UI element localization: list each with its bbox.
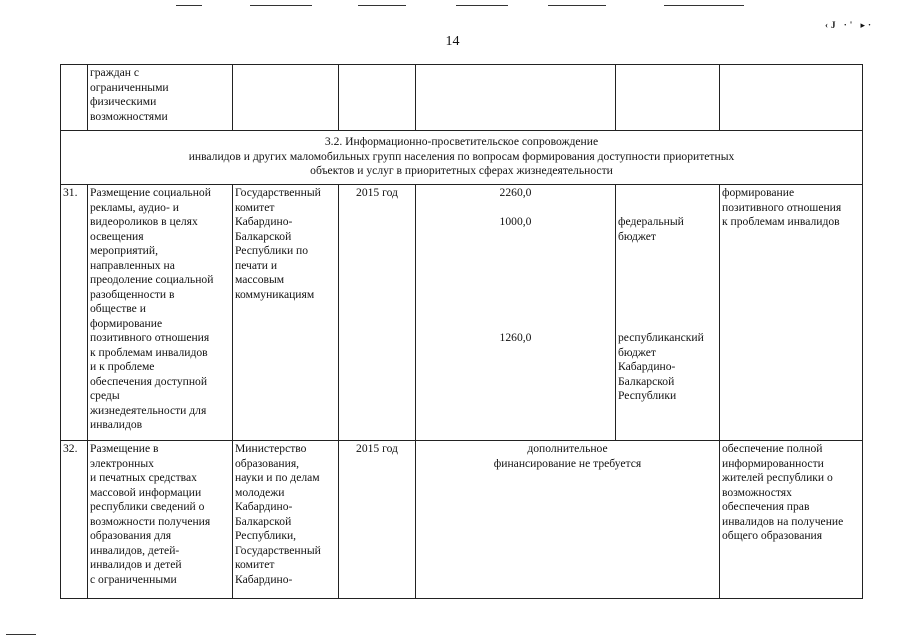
description-line: жизнедеятельности для xyxy=(90,403,207,417)
top-rule-1 xyxy=(176,5,202,6)
description-line: Размещение в xyxy=(90,442,159,455)
description-line: граждан с xyxy=(90,66,140,79)
program-table xyxy=(60,64,863,599)
section-heading-line: 3.2. Информационно-просветительское сопровождение xyxy=(324,135,599,148)
result-line: формирование xyxy=(722,186,795,199)
description-line: преодоление социальной xyxy=(90,273,214,286)
table-row-continuation xyxy=(61,65,863,131)
result-cell xyxy=(720,185,863,441)
executor-line: Республики, xyxy=(235,529,297,542)
description-line: освещения xyxy=(90,229,144,243)
description-cell xyxy=(88,185,233,441)
section-heading-row xyxy=(61,131,863,185)
description-line: позитивного отношения xyxy=(90,331,210,344)
executor-line: Кабардино- xyxy=(235,572,293,586)
result-cell xyxy=(720,65,863,131)
description-line: электронных xyxy=(90,456,154,470)
executor-line: Министерство xyxy=(235,442,307,455)
description-line: физическими xyxy=(90,95,157,108)
top-rule-6 xyxy=(664,5,744,6)
result-line: обеспечения прав xyxy=(722,500,810,513)
executor-line: Республики по xyxy=(235,244,309,257)
top-rule-2 xyxy=(250,5,312,6)
description-line: инвалидов, детей- xyxy=(90,543,180,557)
source-line: Республики xyxy=(618,389,677,402)
executor-line: печати и xyxy=(235,258,278,272)
description-line: направленных на xyxy=(90,258,175,272)
table-row-31 xyxy=(61,185,863,441)
description-line: и печатных средствах xyxy=(90,471,197,484)
amount-cell xyxy=(416,65,616,131)
funding-line: дополнительное xyxy=(527,442,608,455)
description-line: к проблемам инвалидов xyxy=(90,345,208,359)
description-line: инвалидов и детей xyxy=(90,558,182,571)
description-line: республики сведений о xyxy=(90,500,205,513)
result-cell xyxy=(720,441,863,599)
result-line: общего образования xyxy=(722,529,823,542)
description-line: среды xyxy=(90,389,120,402)
description-line: Размещение социальной xyxy=(90,186,211,199)
funding-cell xyxy=(416,441,720,599)
description-line: массовой информации xyxy=(90,485,202,499)
description-line: формирование xyxy=(90,316,163,330)
row-number-cell xyxy=(61,65,88,131)
executor-line: науки и по делам xyxy=(235,471,320,484)
description-line: видеороликов в целях xyxy=(90,215,198,228)
executor-line: Балкарской xyxy=(235,229,292,243)
executor-line: комитет xyxy=(235,558,275,571)
result-line: жителей республики о xyxy=(722,471,833,484)
amount-total: 2260,0 xyxy=(499,186,532,199)
amount-republic: 1260,0 xyxy=(499,331,532,344)
executor-line: комитет xyxy=(235,200,275,214)
result-line: инвалидов на получение xyxy=(722,514,844,528)
funding-line: финансирование не требуется xyxy=(493,456,642,470)
result-line: возможностях xyxy=(722,485,792,499)
amount-block xyxy=(416,185,615,346)
top-rule-5 xyxy=(548,5,606,6)
executor-cell xyxy=(233,65,339,131)
source-line: республиканский xyxy=(618,331,704,344)
executor-line: Балкарской xyxy=(235,514,292,528)
source-cell xyxy=(616,65,720,131)
term-cell: 2015 год xyxy=(339,441,416,599)
description-line: разобщенности в xyxy=(90,287,175,301)
description-line: образования для xyxy=(90,529,172,542)
corner-mark: ‹J ·' ▸· xyxy=(825,20,875,30)
source-cell xyxy=(616,185,720,441)
result-line: к проблемам инвалидов xyxy=(722,215,840,228)
executor-line: Государственный xyxy=(235,186,321,199)
executor-line: коммуникациям xyxy=(235,287,315,301)
top-rule-4 xyxy=(456,5,508,6)
result-line: позитивного отношения xyxy=(722,200,842,214)
term-cell: 2015 год xyxy=(339,185,416,441)
description-cell xyxy=(88,441,233,599)
section-heading-line: инвалидов и других маломобильных групп населения по вопросам формирования доступности приоритетных xyxy=(188,149,735,163)
description-line: обществе и xyxy=(90,302,146,315)
executor-line: Государственный xyxy=(235,543,321,557)
description-line: инвалидов xyxy=(90,418,143,431)
bottom-rule xyxy=(6,634,36,635)
term-cell xyxy=(339,65,416,131)
amount-cell xyxy=(416,185,616,441)
executor-line: Кабардино- xyxy=(235,500,293,513)
executor-cell xyxy=(233,185,339,441)
description-line: с ограниченными xyxy=(90,572,177,586)
source-line: Балкарской xyxy=(618,374,675,388)
executor-line: Кабардино- xyxy=(235,215,293,228)
source-line: бюджет xyxy=(618,229,656,243)
description-line: рекламы, аудио- и xyxy=(90,200,179,214)
row-number-cell: 31. xyxy=(61,185,88,441)
table-row-32 xyxy=(61,441,863,599)
executor-line: молодежи xyxy=(235,485,285,499)
executor-line: массовым xyxy=(235,273,285,286)
source-line: федеральный xyxy=(618,215,684,228)
page-number: 14 xyxy=(445,34,460,49)
description-line: и к проблеме xyxy=(90,360,155,373)
section-heading-line: объектов и услуг в приоритетных сферах жизнедеятельности xyxy=(310,164,613,177)
description-line: ограниченными xyxy=(90,80,169,94)
source-line: бюджет xyxy=(618,345,656,359)
row-number-cell: 32. xyxy=(61,441,88,599)
description-cell xyxy=(88,65,233,131)
executor-line: образования, xyxy=(235,456,300,470)
description-line: возможностями xyxy=(90,109,168,123)
executor-cell xyxy=(233,441,339,599)
description-line: мероприятий, xyxy=(90,244,158,257)
source-spacer xyxy=(618,186,717,215)
top-rule-3 xyxy=(358,5,406,6)
result-line: информированности xyxy=(722,456,824,470)
result-line: обеспечение полной xyxy=(722,442,823,455)
description-line: обеспечения доступной xyxy=(90,374,208,388)
section-heading xyxy=(61,131,863,185)
description-line: возможности получения xyxy=(90,514,211,528)
source-line: Кабардино- xyxy=(618,360,676,373)
amount-federal: 1000,0 xyxy=(499,214,532,228)
source-spacer xyxy=(618,244,717,331)
